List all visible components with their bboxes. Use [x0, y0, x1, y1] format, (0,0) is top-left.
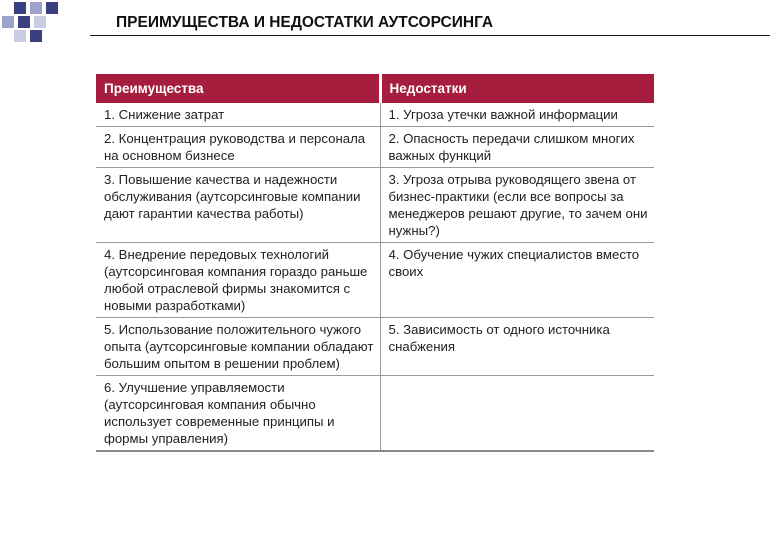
deco-square — [30, 2, 42, 14]
disadvantage-cell: 1. Угроза утечки важной информации — [380, 103, 654, 127]
deco-square — [14, 2, 26, 14]
advantage-cell: 5. Использование положительного чужого опыта (аутсорсинговые компании обладают большим опытом в решении проблем) — [96, 318, 380, 376]
advantage-cell: 6. Улучшение управляемости (аутсорсинговая компания обычно использует современные принципы и формы управления) — [96, 376, 380, 452]
disadvantage-cell: 4. Обучение чужих специалистов вместо своих — [380, 243, 654, 318]
deco-square — [14, 30, 26, 42]
advantage-cell: 3. Повышение качества и надежности обслуживания (аутсорсинговые компании дают гарантии качества работы) — [96, 168, 380, 243]
header-advantages: Преимущества — [96, 74, 380, 103]
table-row — [96, 376, 654, 452]
header-disadvantages: Недостатки — [380, 74, 654, 103]
advantage-cell: 4. Внедрение передовых технологий (аутсорсинговая компания гораздо раньше любой отраслевой фирмы знакомится с новыми разработками) — [96, 243, 380, 318]
disadvantage-cell: 2. Опасность передачи слишком многих важных функций — [380, 127, 654, 168]
deco-square — [30, 30, 42, 42]
table-row — [96, 168, 654, 243]
deco-square — [2, 16, 14, 28]
table-row — [96, 103, 654, 127]
table-row — [96, 243, 654, 318]
disadvantage-cell — [380, 376, 654, 452]
deco-square — [34, 16, 46, 28]
disadvantage-cell: 3. Угроза отрыва руководящего звена от бизнес-практики (если все вопросы за менеджеров решают другие, то зачем они нужны?) — [380, 168, 654, 243]
table-row — [96, 127, 654, 168]
deco-square — [46, 2, 58, 14]
table-header-row — [96, 74, 654, 103]
table-row — [96, 318, 654, 376]
deco-square — [18, 16, 30, 28]
slide-title: ПРЕИМУЩЕСТВА И НЕДОСТАТКИ АУТСОРСИНГА — [90, 12, 770, 36]
pros-cons-table — [96, 74, 654, 452]
advantage-cell: 2. Концентрация руководства и персонала на основном бизнесе — [96, 127, 380, 168]
advantage-cell: 1. Снижение затрат — [96, 103, 380, 127]
slide-decoration — [0, 0, 70, 50]
disadvantage-cell: 5. Зависимость от одного источника снабжения — [380, 318, 654, 376]
